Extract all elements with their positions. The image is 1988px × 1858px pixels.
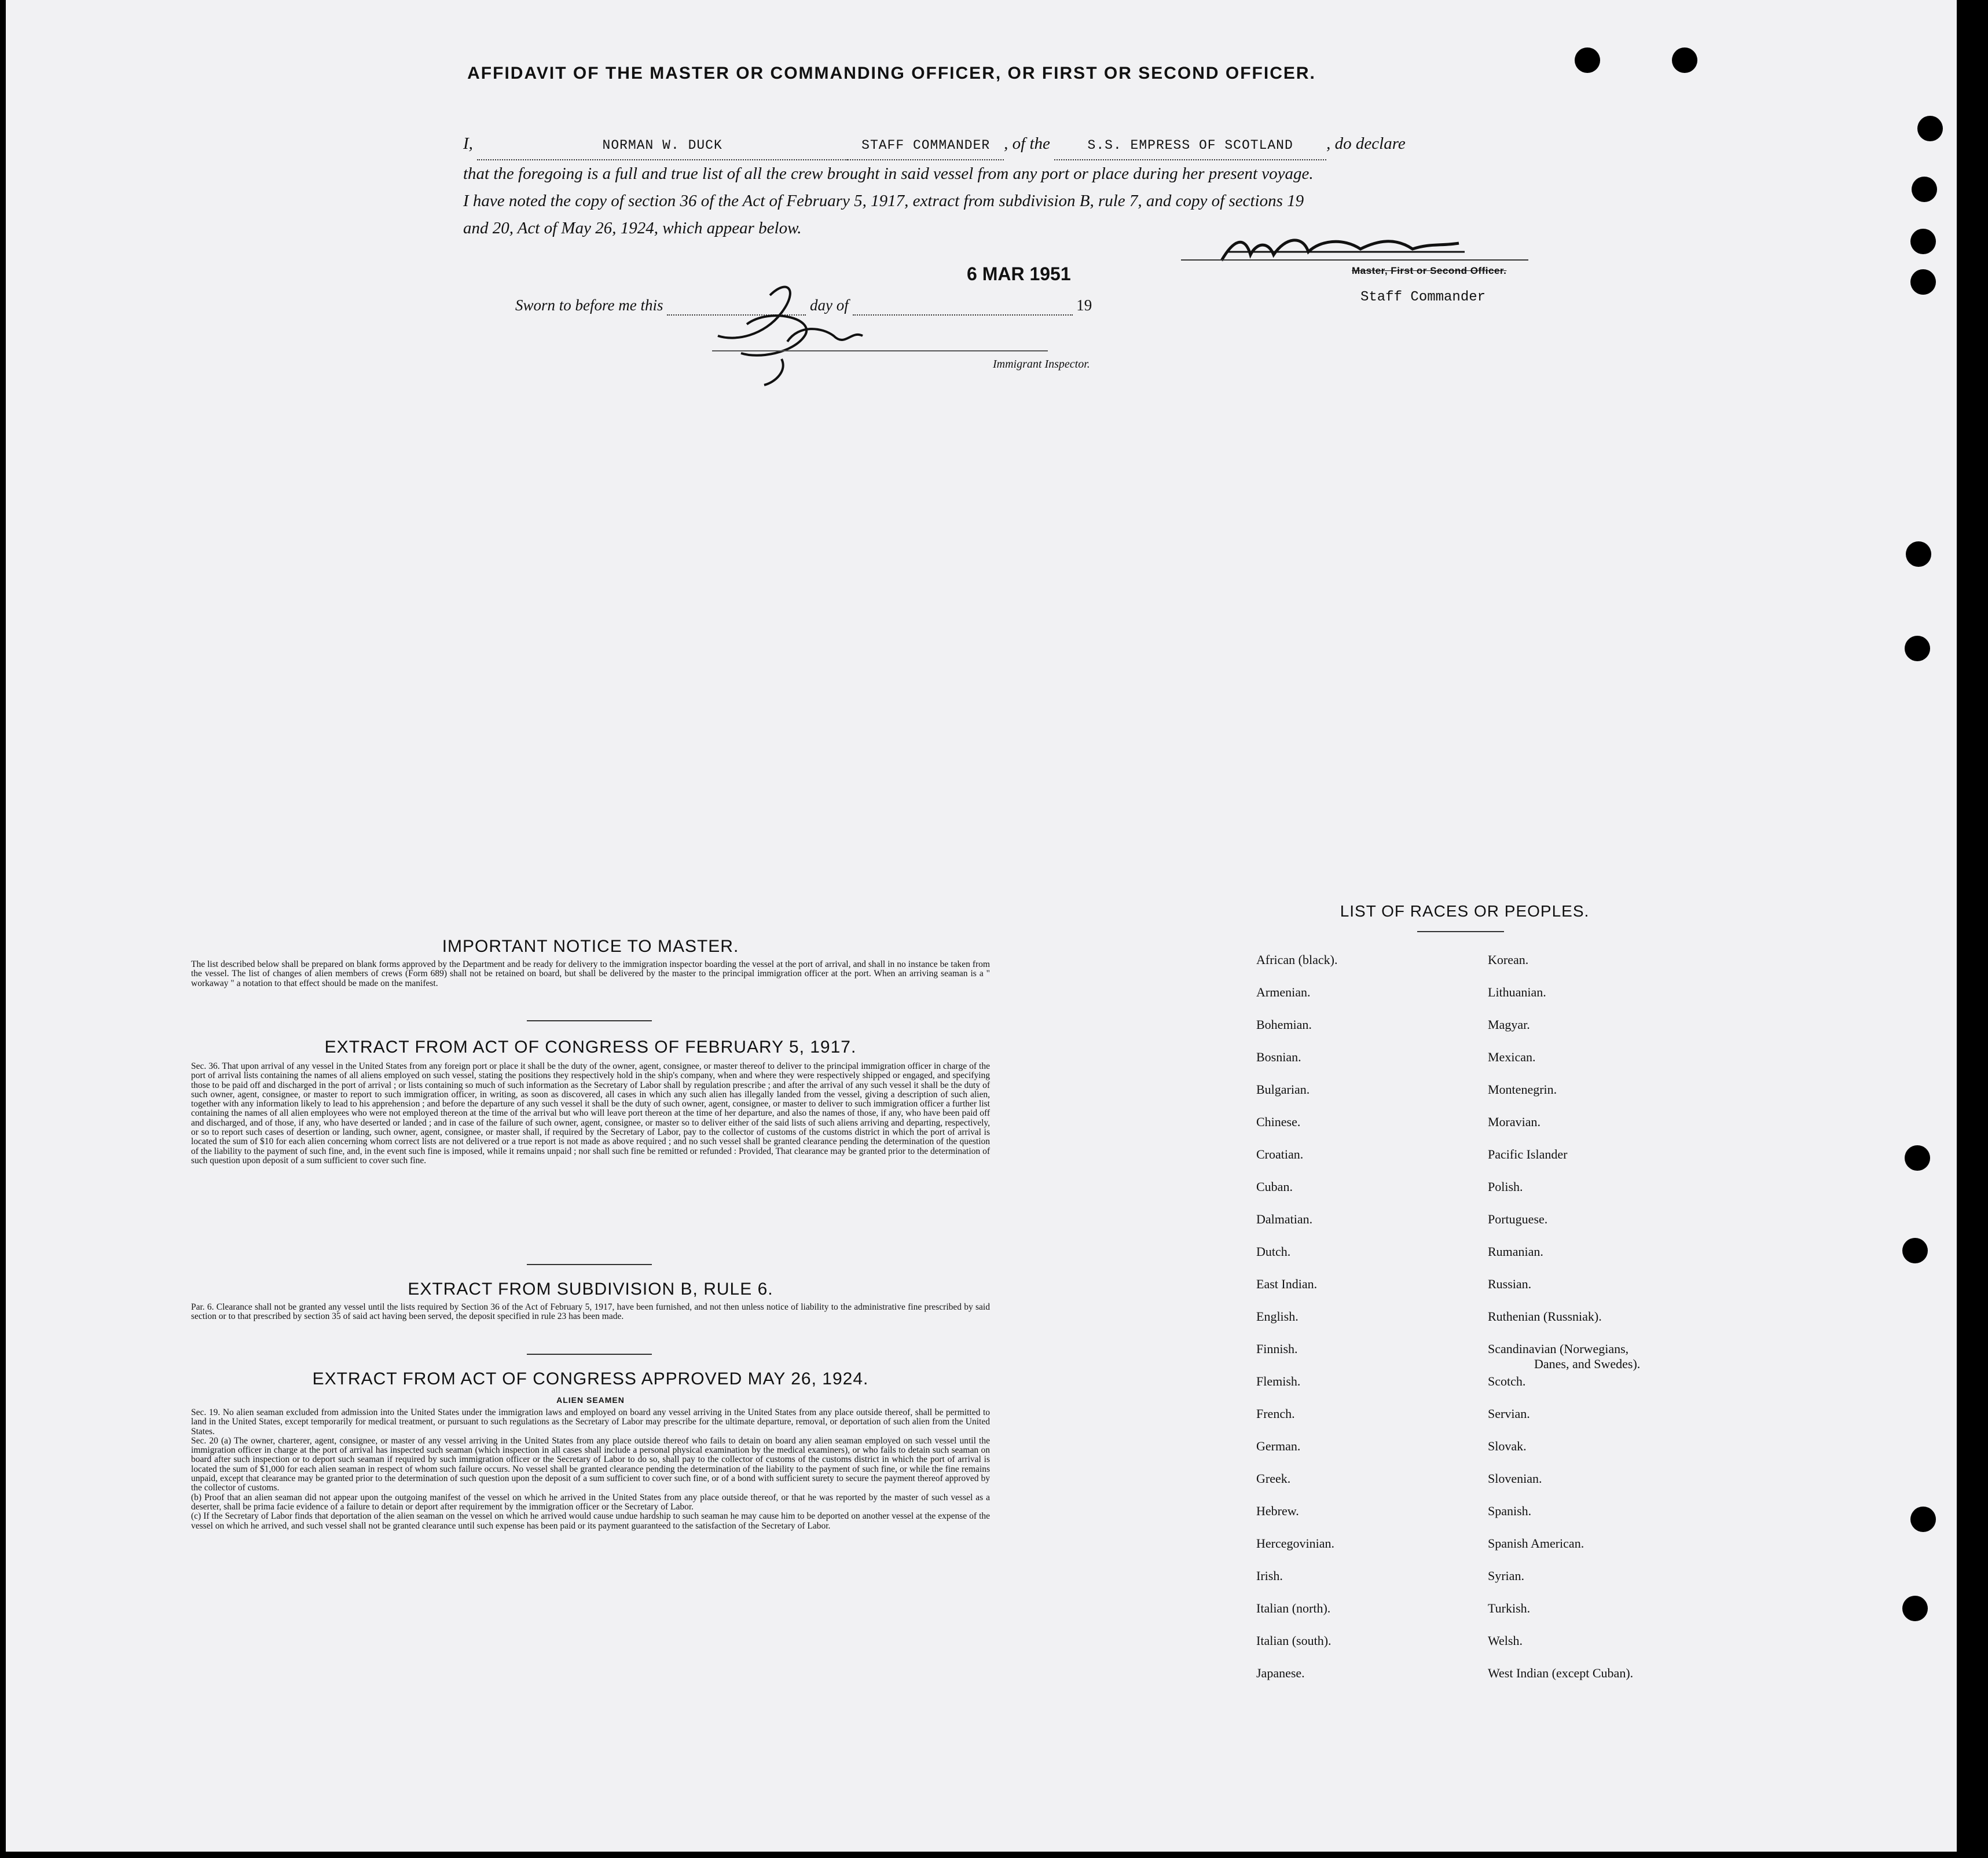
race-item: Portuguese.	[1488, 1212, 1548, 1226]
race-item: Japanese.	[1256, 1666, 1305, 1680]
punch-hole	[1910, 1507, 1936, 1532]
race-item: Bosnian.	[1256, 1050, 1301, 1064]
declaration-line-3: I have noted the copy of section 36 of the Act of February 5, 1917, extract from subdivision B, rule 7, and copy of sections 19	[463, 192, 1304, 210]
day-of-text: day of	[810, 296, 849, 314]
punch-hole	[1905, 1145, 1930, 1171]
race-item: Hebrew.	[1256, 1504, 1299, 1518]
race-item: Turkish.	[1488, 1601, 1531, 1615]
divider	[1417, 931, 1504, 932]
declaration-line-4: and 20, Act of May 26, 1924, which appear below.	[463, 219, 802, 237]
alien-seamen-subheading: ALIEN SEAMEN	[556, 1395, 625, 1405]
race-item: Irish.	[1256, 1569, 1283, 1583]
punch-hole	[1906, 541, 1931, 567]
vessel-field: S.S. EMPRESS OF SCOTLAND	[1054, 132, 1326, 160]
race-item: Montenegrin.	[1488, 1082, 1557, 1097]
race-item: French.	[1256, 1406, 1295, 1421]
race-item: Rumanian.	[1488, 1244, 1543, 1259]
races-heading: LIST OF RACES OR PEOPLES.	[1340, 902, 1590, 920]
subdivision-b-heading: EXTRACT FROM SUBDIVISION B, RULE 6.	[408, 1280, 773, 1299]
punch-hole	[1912, 177, 1937, 202]
race-item: Moravian.	[1488, 1115, 1541, 1129]
race-item: Servian.	[1488, 1406, 1530, 1421]
inspector-line	[712, 350, 1048, 351]
race-item: West Indian (except Cuban).	[1488, 1666, 1634, 1680]
document-page	[6, 0, 1957, 1852]
punch-hole	[1910, 229, 1936, 254]
race-item-continuation: Danes, and Swedes).	[1534, 1357, 1641, 1371]
struck-officer-title: Master, First or Second Officer.	[1352, 265, 1507, 276]
subdivision-b-text: Par. 6. Clearance shall not be granted any vessel until the lists required by Section 36 of the Act of February 5, 1917, have been furnished, and not then unless notice of liability to the administrative fine prescribed by said section or to that prescribed by section 35 of said act having been served, the deposit specified in rule 23 has been made.	[191, 1302, 990, 1322]
divider	[527, 1264, 652, 1265]
punch-hole	[1917, 116, 1943, 141]
year-prefix: 19	[1076, 296, 1092, 314]
race-item: Greek.	[1256, 1471, 1291, 1486]
race-item: Polish.	[1488, 1179, 1523, 1194]
inspector-label: Immigrant Inspector.	[993, 358, 1090, 371]
race-item: Slovak.	[1488, 1439, 1527, 1453]
divider	[527, 1020, 652, 1021]
declaration-prefix: I,	[463, 134, 473, 153]
notice-heading: IMPORTANT NOTICE TO MASTER.	[442, 937, 739, 956]
race-item: African (black).	[1256, 952, 1338, 967]
extract-1924-heading: EXTRACT FROM ACT OF CONGRESS APPROVED MAY 26, 1924.	[312, 1369, 869, 1388]
sec-20c-text: (c) If the Secretary of Labor finds that deportation of the alien seaman on the vessel on which he arrived would cause undue hardship to such seaman he may cause him to be deported on another vessel at the expense of the vessel on which he arrived, and such vessel shall not be granted clearance until such expense has been paid or its payment guaranteed to the satisfaction of the Secretary of Labor.	[191, 1511, 990, 1531]
sec-20a-text: Sec. 20 (a) The owner, charterer, agent, consignee, or master of any vessel arriving in the United States from any place outside thereof who fails to detain on board any alien seaman employed on such vessel until the immigration officer in charge at the port of arrival has inspected such seaman (which inspection in all cases shall include a personal physical examination by the medical examiners), or who fails to detain such seaman on board after such inspection or to deport such seaman if required by such immigration officer or the Secretary of Labor to do so, shall pay to the collector of customs of the customs district in which the port of arrival is located the sum of $1,000 for each alien seaman in respect of whom such failure occurs. No vessel shall be granted clearance pending the determination of the liability to the payment of such fine, or while the fine remains unpaid, except that clearance may be granted prior to the determination of such question upon the deposit of a sum sufficient to cover such fine, or of a bond with sufficient surety to secure the payment thereof approved by the collector of customs.	[191, 1435, 990, 1493]
date-stamp: 6 MAR 1951	[967, 263, 1071, 284]
sworn-text: Sworn to before me this	[515, 296, 663, 314]
race-item: English.	[1256, 1309, 1299, 1324]
race-item: Hercegovinian.	[1256, 1536, 1334, 1551]
race-item: Scotch.	[1488, 1374, 1526, 1388]
punch-hole	[1902, 1596, 1928, 1621]
race-item: Flemish.	[1256, 1374, 1301, 1388]
race-item: Italian (north).	[1256, 1601, 1331, 1615]
race-item: Ruthenian (Russniak).	[1488, 1309, 1602, 1324]
master-sign-line	[1181, 259, 1528, 261]
race-item: Finnish.	[1256, 1342, 1298, 1356]
extract-1917-heading: EXTRACT FROM ACT OF CONGRESS OF FEBRUARY 5, 1917.	[324, 1038, 857, 1057]
typed-officer-title: Staff Commander	[1360, 289, 1486, 305]
master-signature	[1210, 229, 1534, 269]
declaration-line-2: that the foregoing is a full and true list of all the crew brought in said vessel from any port or place during her present voyage.	[463, 164, 1314, 183]
notice-text: The list described below shall be prepared on blank forms approved by the Department and be ready for delivery to the immigration inspector boarding the vessel at the port of arrival, and shall in no instance be taken from the vessel. The list of changes of alien members of crews (Form 689) shall not be retained on board, but shall be delivered by the master to the principal immigration officer at the port. When an arriving seaman is a " workaway " a notation to that effect should be made on the manifest.	[191, 959, 990, 988]
race-item: Cuban.	[1256, 1179, 1293, 1194]
inspector-signature	[700, 272, 909, 388]
race-item: Mexican.	[1488, 1050, 1536, 1064]
race-item: Lithuanian.	[1488, 985, 1546, 999]
punch-hole	[1902, 1238, 1928, 1263]
rank-field: STAFF COMMANDER	[848, 132, 1004, 160]
declaration-block	[463, 130, 1551, 242]
race-item: Chinese.	[1256, 1115, 1301, 1129]
race-item: Armenian.	[1256, 985, 1311, 999]
race-item: Slovenian.	[1488, 1471, 1542, 1486]
affidavit-title: AFFIDAVIT OF THE MASTER OR COMMANDING OFFICER, OR FIRST OR SECOND OFFICER.	[467, 64, 1316, 83]
race-item: Scandinavian (Norwegians,	[1488, 1342, 1629, 1356]
race-item: Welsh.	[1488, 1633, 1523, 1648]
divider	[527, 1354, 652, 1355]
race-item: Italian (south).	[1256, 1633, 1332, 1648]
race-item: German.	[1256, 1439, 1301, 1453]
sec-19-text: Sec. 19. No alien seaman excluded from admission into the United States under the immigration laws and employed on board any vessel arriving in the United States from any place outside thereof, shall be permitted to land in the United States, except temporarily for medical treatment, or pursuant to such regulations as the Secretary of Labor may prescribe for the ultimate departure, removal, or deportation of such alien from the United States.	[191, 1408, 990, 1436]
race-item: Bulgarian.	[1256, 1082, 1310, 1097]
race-item: Magyar.	[1488, 1017, 1530, 1032]
of-the-text: , of the	[1004, 134, 1050, 153]
race-item: Croatian.	[1256, 1147, 1304, 1161]
race-item: Russian.	[1488, 1277, 1532, 1291]
race-item: Dalmatian.	[1256, 1212, 1313, 1226]
race-item: East Indian.	[1256, 1277, 1318, 1291]
sec-20b-text: (b) Proof that an alien seaman did not appear upon the outgoing manifest of the vessel on which he arrived in the United States from any place outside thereof, or that he was reported by the master of such vessel as a deserter, shall be prima facie evidence of a failure to detain or deport after requirement by the immigration officer or the Secretary of Labor.	[191, 1492, 990, 1512]
punch-hole	[1905, 636, 1930, 661]
do-declare-text: , do declare	[1326, 134, 1406, 153]
extract-1917-text: Sec. 36. That upon arrival of any vessel in the United States from any foreign port or place it shall be the duty of the owner, agent, consignee, or master thereof to deliver to the principal immigration officer in charge of the port of arrival lists containing the names of all aliens employed on such vessel, stating the positions they respectively hold in the ship's company, when and where they were respectively shipped or engaged, and specifying those to be paid off and discharged in the port of arrival ; or lists containing so much of such information as the Secretary of Labor shall by regulation prescribe ; and after the arrival of any such vessel it shall be the duty of such owner, agent, consignee, or master to report to such immigration officer, in writing, as soon as discovered, all cases in which any such alien has illegally landed from the vessel, giving a description of such alien, together with any information likely to lead to his apprehension ; and before the departure of any such vessel it shall be the duty of such owner, agent, consignee, or master to deliver to such immigration officer a further list containing the names of all alien employees who were not employed thereon at the time of the arrival but who will leave port thereon at the time of her departure, and also the names of those, if any, who have been paid off and discharged, and of those, if any, who have deserted or landed ; and in case of the failure of such owner, agent, consignee, or master so to deliver either of the said lists of such aliens arriving and departing, respectively, or so to report such cases of desertion or landing, such owner, agent, consignee, or master shall, if required by the Secretary of Labor, pay to the collector of customs of the customs district in which the port of arrival is located the sum of $10 for each alien concerning whom correct lists are not delivered or a true report is not made as above required ; and no such vessel shall be granted clearance pending the determination of the question of the liability to the payment of such fine, and, in the event such fine is imposed, while it remains unpaid ; nor shall such fine be remitted or refunded : Provided, That clearance may be granted prior to the determination of such question upon deposit of a sum sufficient to cover such fine.	[191, 1061, 990, 1166]
punch-hole	[1910, 269, 1936, 295]
race-item: Syrian.	[1488, 1569, 1524, 1583]
race-item: Spanish American.	[1488, 1536, 1584, 1551]
race-item: Korean.	[1488, 952, 1529, 967]
race-item: Spanish.	[1488, 1504, 1532, 1518]
race-item: Pacific Islander	[1488, 1147, 1568, 1161]
extract-1924-text	[191, 1408, 990, 1531]
declaration-line-1	[463, 130, 1551, 160]
name-field: NORMAN W. DUCK	[477, 132, 848, 160]
race-item: Bohemian.	[1256, 1017, 1312, 1032]
race-item: Dutch.	[1256, 1244, 1291, 1259]
